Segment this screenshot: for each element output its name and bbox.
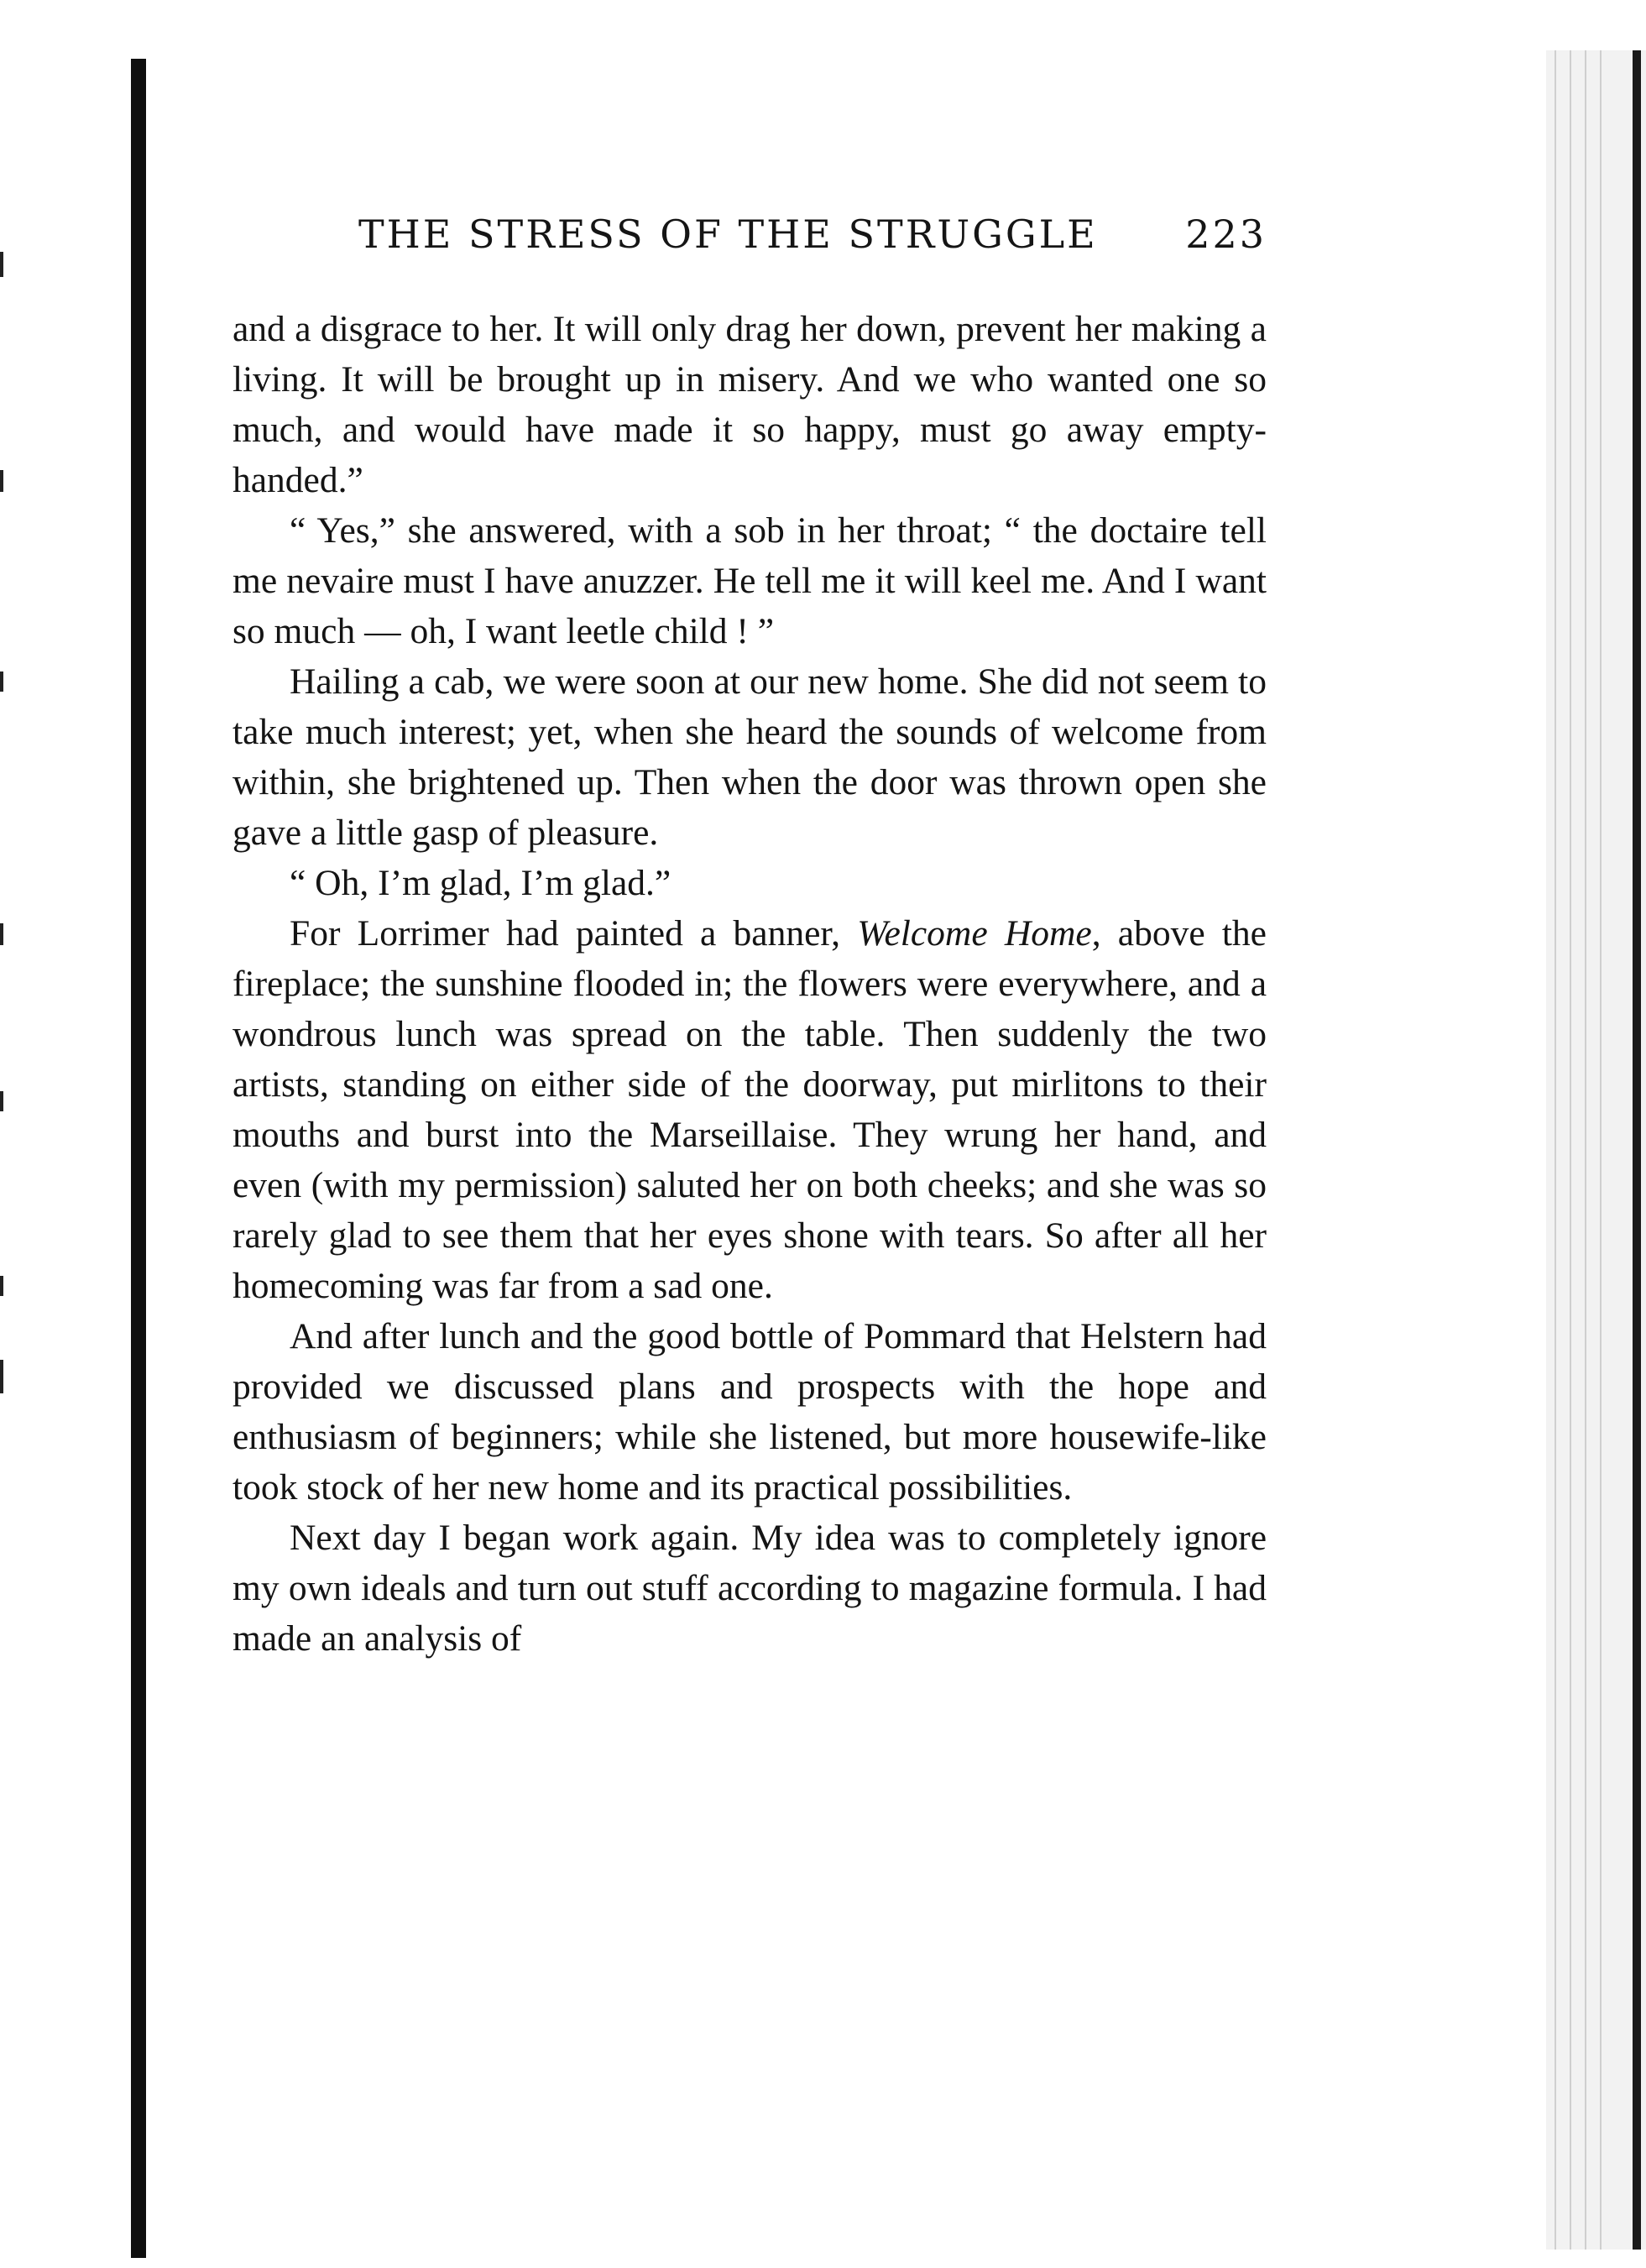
edge-mark	[0, 1276, 3, 1296]
edge-mark	[0, 252, 3, 277]
left-binding-edge	[0, 0, 151, 2268]
body-text	[233, 304, 1267, 1664]
edge-mark	[0, 470, 3, 492]
outer-edge-shadow	[1633, 50, 1641, 2250]
banner-title-italic: Welcome Home	[857, 913, 1092, 954]
paragraph-7: Next day I began work again. My idea was to completely ignore my own ideals and turn out stuff according to magazine formula. I had made an analysis of	[233, 1518, 1267, 1659]
edge-mark	[0, 1091, 3, 1111]
edge-mark	[0, 1360, 3, 1393]
edge-mark	[0, 923, 3, 945]
running-header	[358, 212, 1267, 257]
page-edge-line	[1570, 50, 1571, 2250]
page-edge-line	[1555, 50, 1556, 2250]
paragraph-1: and a disgrace to her. It will only drag her down, prevent her making a living. It will be brought up in misery. And we who wanted one so much, and would have made it so happy, must go away empty-handed.”	[233, 309, 1267, 500]
running-title: THE STRESS OF THE STRUGGLE	[358, 212, 1098, 257]
page-stack-edge	[1546, 50, 1646, 2250]
paragraph-4: “ Oh, I’m glad, I’m glad.”	[290, 863, 671, 903]
paragraph-3: Hailing a cab, we were soon at our new home. She did not seem to take much interest; yet, when she heard the sounds of welcome from within, she brightened up. Then when the door was thrown open she gave a little gasp of pleasure.	[233, 661, 1267, 853]
paragraph-5-before: For Lorrimer had painted a banner,	[290, 913, 858, 954]
paragraph-5	[233, 908, 1267, 1311]
book-spine-shadow	[131, 59, 146, 2258]
paragraph-6: And after lunch and the good bottle of Pommard that Helstern had provided we discussed plans and prospects with the hope and enthusiasm of beginners; while she listened, but more housewife-like took stock of her new home and its practical possibilities.	[233, 1316, 1267, 1508]
paragraph-5-after: , above the fireplace; the sunshine flooded in; the flowers were everywhere, and a wondrous lunch was spread on the table. Then suddenly the two artists, standing on either side of the doorway, put mirlitons to their mouths and burst into the Marseillaise. They wrung her hand, and even (with my permission) saluted her on both cheeks; and she was so rarely glad to see them that her eyes shone with tears. So after all her homecoming was far from a sad one.	[233, 913, 1267, 1306]
page-edge-line	[1585, 50, 1586, 2250]
paragraph-2: “ Yes,” she answered, with a sob in her throat; “ the doctaire tell me nevaire must I have anuzzer. He tell me it will keel me. And I want so much — oh, I want leetle child ! ”	[233, 510, 1267, 651]
edge-mark	[0, 672, 3, 692]
page-edge-line	[1600, 50, 1602, 2250]
page-number: 223	[1185, 212, 1267, 257]
